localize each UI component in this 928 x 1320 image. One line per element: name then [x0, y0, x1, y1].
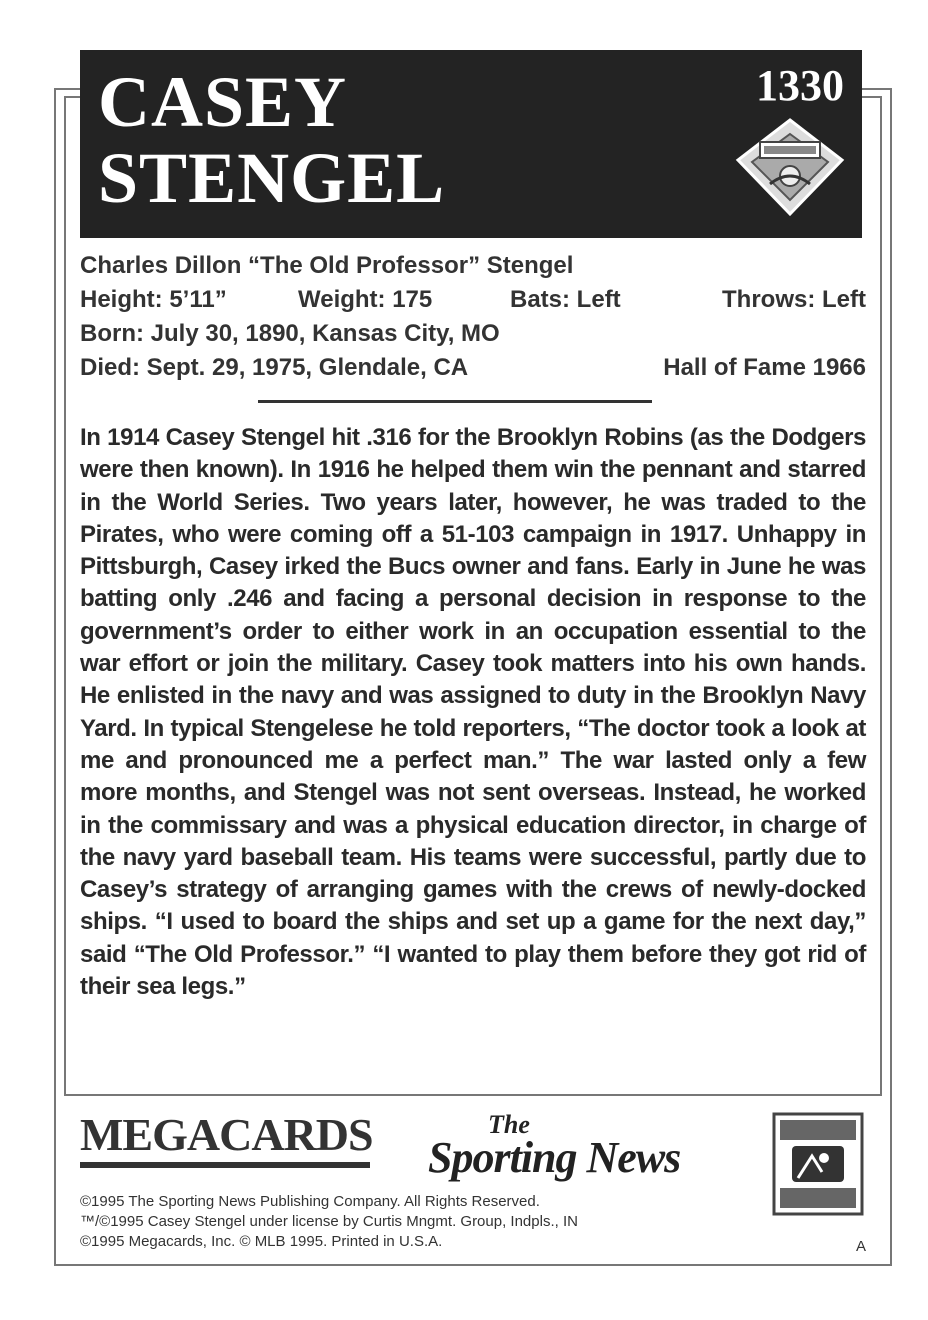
megacards-wordmark: MEGACARDS: [80, 1109, 373, 1160]
player-last-name: STENGEL: [98, 138, 446, 218]
legal-line-2: ™/©1995 Casey Stengel under license by Curtis Mngmt. Group, Indpls., IN: [80, 1213, 578, 1230]
legal-line-1: ©1995 The Sporting News Publishing Company. All Rights Reserved.: [80, 1193, 540, 1210]
bio-row-name: [80, 252, 866, 286]
throws: Throws: Left: [722, 286, 866, 313]
sporting-news-the: The: [488, 1110, 530, 1139]
height: Height: 5’11”: [80, 286, 227, 313]
sporting-news-logo: [428, 1110, 728, 1186]
sporting-news-wordmark: Sporting News: [428, 1133, 681, 1182]
weight: Weight: 175: [298, 286, 433, 313]
legal-notice: [80, 1192, 870, 1252]
died: Died: Sept. 29, 1975, Glendale, CA: [80, 354, 469, 381]
player-name: [98, 64, 445, 216]
bats: Bats: Left: [510, 286, 621, 313]
section-divider: [258, 400, 652, 403]
player-first-name: CASEY: [98, 62, 348, 142]
card-number: 1330: [756, 61, 844, 110]
bio-section: [80, 252, 866, 388]
story-text: In 1914 Casey Stengel hit .316 for the Brooklyn Robins (as the Dodgers were then known). In 1916 he helped them win the pennant and starred in the World Series. Two years later, however, he was traded to the Pirates, who were coming off a 51-103 campaign in 1917. Unhappy in Pittsburgh, Casey irked the Bucs owner and fans. Early in June he was batting only .246 and facing a personal decision in response to the government’s order to either work in an occupation essential to the war effort or join the military. Casey took matters into his own hands. He enlisted in the navy and was assigned to duty in the Brooklyn Navy Yard. In typical Stengelese he told reporters, “The doctor took a look at me and pronounced me a perfect man.” The war lasted only a few more months, and Stengel was not sent overseas. Instead, he worked in the commissary and was a physical education director, in charge of the navy yard baseball team. His teams were successful, partly due to Casey’s strategy of arranging games with the crews of newly-docked ships. “I used to board the ships and set up a game for the next day,” said “The Old Professor.” “I wanted to play them before they got rid of their sea legs.”: [80, 424, 866, 1001]
name-header: [80, 50, 862, 238]
hall-of-fame: Hall of Fame 1966: [663, 354, 866, 381]
megacards-underline: [80, 1162, 370, 1168]
conlon-collection-logo-icon: [730, 112, 850, 222]
born: Born: July 30, 1890, Kansas City, MO: [80, 320, 500, 347]
legal-line-3: ©1995 Megacards, Inc. © MLB 1995. Printed in U.S.A.: [80, 1233, 443, 1250]
version-code: A: [856, 1238, 867, 1255]
megacards-logo: [80, 1110, 374, 1176]
bio-row-died: [80, 354, 866, 388]
bio-row-born: [80, 320, 866, 354]
full-name: Charles Dillon “The Old Professor” Stengel: [80, 252, 574, 279]
bio-row-physical: [80, 286, 866, 320]
